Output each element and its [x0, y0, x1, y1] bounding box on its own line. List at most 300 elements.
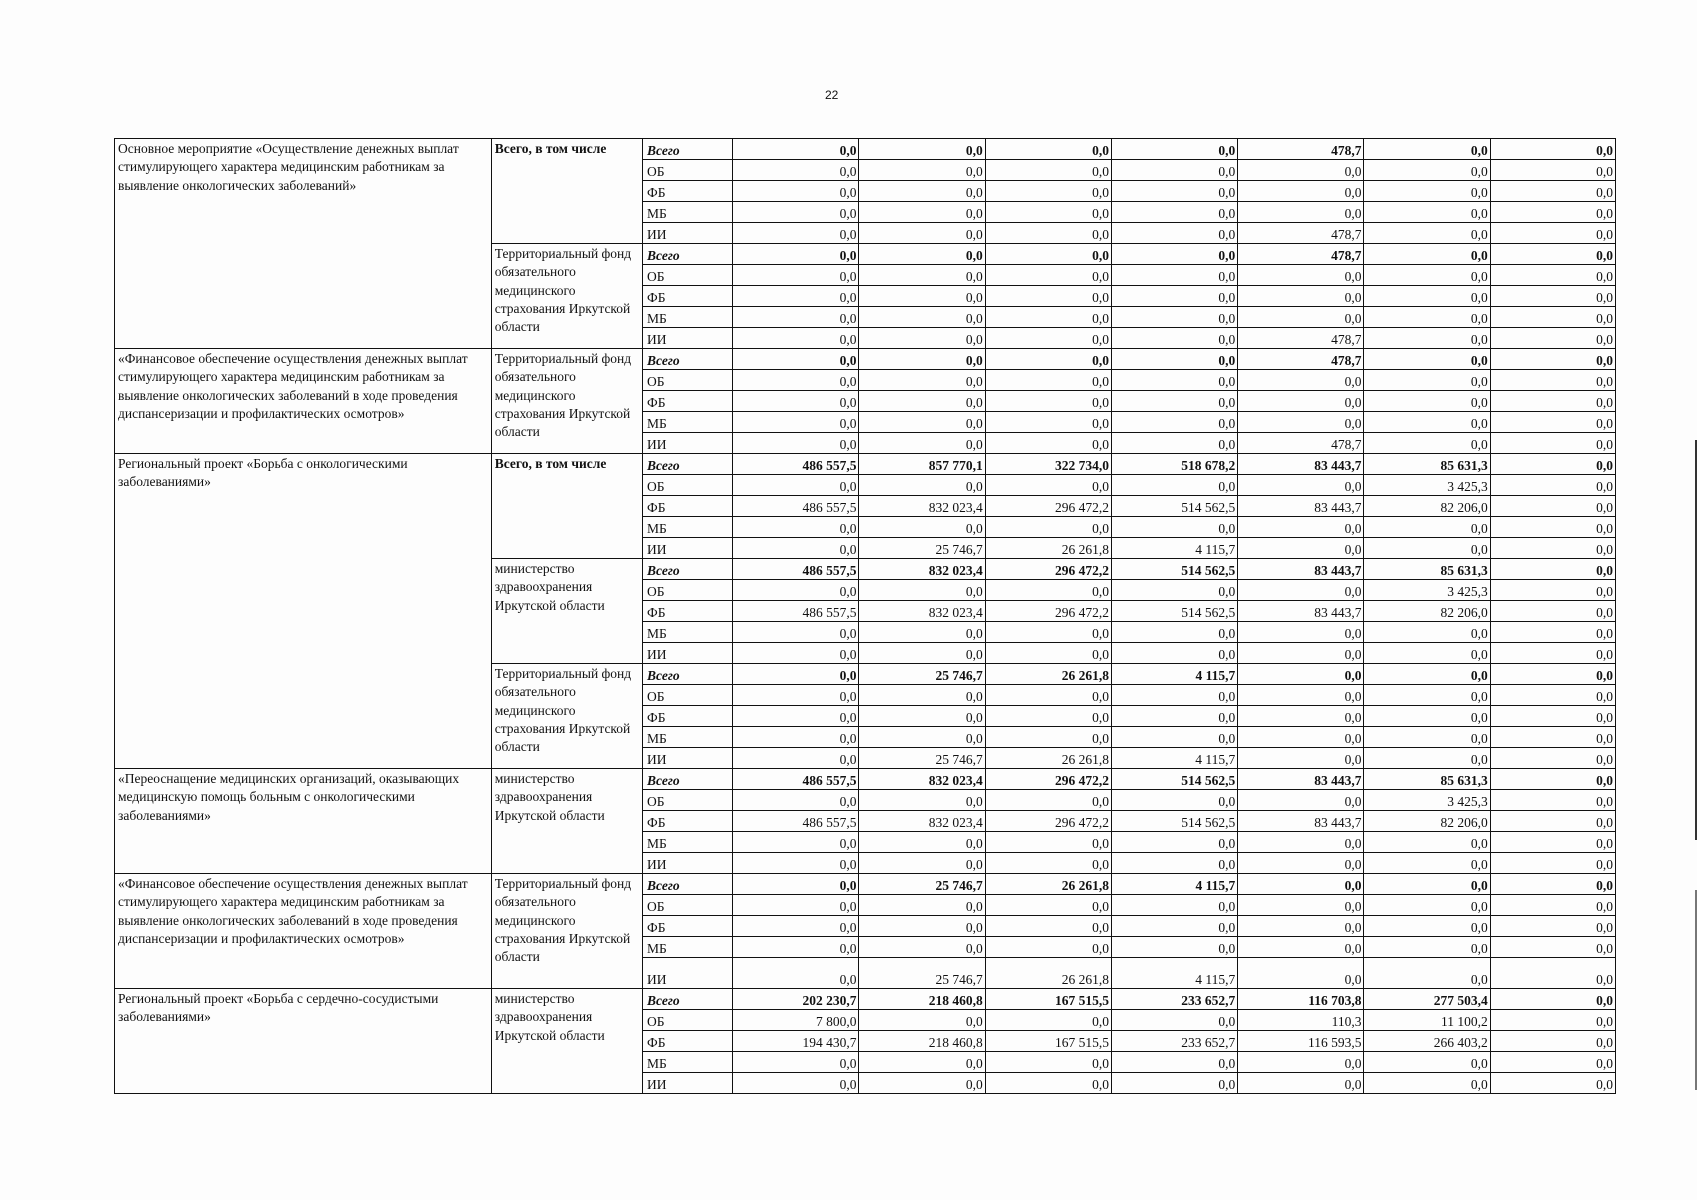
amount-cell: 0,0	[1238, 202, 1364, 223]
amount-cell: 0,0	[1238, 1052, 1364, 1073]
amount-cell: 0,0	[985, 433, 1111, 454]
amount-cell: 478,7	[1238, 328, 1364, 349]
amount-cell: 0,0	[733, 664, 859, 685]
amount-cell: 218 460,8	[859, 1031, 985, 1052]
amount-cell: 0,0	[859, 727, 985, 748]
amount-cell: 0,0	[985, 895, 1111, 916]
amount-cell: 0,0	[859, 1073, 985, 1094]
amount-cell: 0,0	[859, 937, 985, 958]
amount-cell: 85 631,3	[1364, 769, 1490, 790]
funding-source: ИИ	[643, 328, 733, 349]
amount-cell: 0,0	[1238, 307, 1364, 328]
amount-cell: 0,0	[733, 202, 859, 223]
amount-cell: 514 562,5	[1111, 601, 1237, 622]
amount-cell: 0,0	[985, 1073, 1111, 1094]
amount-cell: 0,0	[1111, 790, 1237, 811]
amount-cell: 486 557,5	[733, 496, 859, 517]
amount-cell: 296 472,2	[985, 559, 1111, 580]
amount-cell: 0,0	[1364, 706, 1490, 727]
activity-description: «Финансовое обеспечение осуществления денежных выплат стимулирующего характера медицинским работникам за выявление онкологических заболеваний в ходе проведения диспансеризации и профилактических осмотров»	[115, 874, 492, 989]
amount-cell: 4 115,7	[1111, 874, 1237, 895]
amount-cell: 0,0	[1490, 706, 1615, 727]
amount-cell: 0,0	[1490, 937, 1615, 958]
amount-cell: 0,0	[1364, 895, 1490, 916]
activity-description: Основное мероприятие «Осуществление денежных выплат стимулирующего характера медицинским работникам за выявление онкологических заболеваний»	[115, 139, 492, 349]
amount-cell: 0,0	[859, 370, 985, 391]
amount-cell: 0,0	[859, 790, 985, 811]
amount-cell: 0,0	[733, 391, 859, 412]
funding-source: ФБ	[643, 181, 733, 202]
amount-cell: 0,0	[1490, 1073, 1615, 1094]
amount-cell: 0,0	[733, 874, 859, 895]
page-number: 22	[825, 88, 839, 102]
amount-cell: 0,0	[1111, 391, 1237, 412]
amount-cell: 0,0	[1490, 517, 1615, 538]
amount-cell: 0,0	[733, 517, 859, 538]
amount-cell: 0,0	[1238, 391, 1364, 412]
funding-source: ФБ	[643, 811, 733, 832]
amount-cell: 0,0	[733, 328, 859, 349]
amount-cell: 514 562,5	[1111, 496, 1237, 517]
amount-cell: 0,0	[985, 685, 1111, 706]
funding-source: ОБ	[643, 790, 733, 811]
table-row	[115, 349, 1616, 370]
amount-cell: 0,0	[985, 853, 1111, 874]
amount-cell: 0,0	[1111, 685, 1237, 706]
funding-source: ИИ	[643, 223, 733, 244]
amount-cell: 3 425,3	[1364, 790, 1490, 811]
amount-cell: 0,0	[733, 832, 859, 853]
amount-cell: 116 703,8	[1238, 989, 1364, 1010]
amount-cell: 0,0	[859, 685, 985, 706]
amount-cell: 0,0	[1490, 286, 1615, 307]
amount-cell: 0,0	[733, 412, 859, 433]
amount-cell: 0,0	[1238, 517, 1364, 538]
amount-cell: 0,0	[1490, 874, 1615, 895]
amount-cell: 0,0	[1238, 706, 1364, 727]
amount-cell: 0,0	[859, 517, 985, 538]
amount-cell: 0,0	[1364, 265, 1490, 286]
amount-cell: 0,0	[733, 181, 859, 202]
funding-source: Всего	[643, 349, 733, 370]
funding-source: Всего	[643, 874, 733, 895]
amount-cell: 0,0	[1111, 1052, 1237, 1073]
amount-cell: 0,0	[1490, 622, 1615, 643]
amount-cell: 0,0	[985, 223, 1111, 244]
funding-source: Всего	[643, 664, 733, 685]
amount-cell: 0,0	[1238, 958, 1364, 989]
amount-cell: 0,0	[1490, 223, 1615, 244]
amount-cell: 0,0	[1490, 895, 1615, 916]
amount-cell: 0,0	[985, 1052, 1111, 1073]
amount-cell: 25 746,7	[859, 874, 985, 895]
amount-cell: 0,0	[733, 895, 859, 916]
funding-source: ИИ	[643, 958, 733, 989]
amount-cell: 0,0	[1111, 160, 1237, 181]
amount-cell: 0,0	[985, 349, 1111, 370]
amount-cell: 0,0	[1490, 643, 1615, 664]
amount-cell: 0,0	[1364, 853, 1490, 874]
amount-cell: 0,0	[1111, 580, 1237, 601]
funding-source: ОБ	[643, 370, 733, 391]
activity-description: «Переоснащение медицинских организаций, оказывающих медицинскую помощь больным с онкологическими заболеваниями»	[115, 769, 492, 874]
activity-description: «Финансовое обеспечение осуществления денежных выплат стимулирующего характера медицинским работникам за выявление онкологических заболеваний в ходе проведения диспансеризации и профилактических осмотров»	[115, 349, 492, 454]
amount-cell: 478,7	[1238, 139, 1364, 160]
amount-cell: 0,0	[1238, 580, 1364, 601]
funding-source: ОБ	[643, 580, 733, 601]
amount-cell: 0,0	[859, 853, 985, 874]
amount-cell: 277 503,4	[1364, 989, 1490, 1010]
amount-cell: 0,0	[1364, 223, 1490, 244]
amount-cell: 0,0	[1238, 475, 1364, 496]
amount-cell: 0,0	[733, 580, 859, 601]
amount-cell: 0,0	[1490, 454, 1615, 475]
amount-cell: 0,0	[733, 223, 859, 244]
amount-cell: 0,0	[733, 538, 859, 559]
amount-cell: 82 206,0	[1364, 601, 1490, 622]
amount-cell: 0,0	[1111, 643, 1237, 664]
funding-source: ИИ	[643, 433, 733, 454]
amount-cell: 0,0	[1364, 664, 1490, 685]
amount-cell: 0,0	[1490, 748, 1615, 769]
amount-cell: 233 652,7	[1111, 989, 1237, 1010]
amount-cell: 0,0	[1490, 1052, 1615, 1073]
amount-cell: 0,0	[1111, 307, 1237, 328]
amount-cell: 0,0	[1490, 853, 1615, 874]
amount-cell: 0,0	[859, 475, 985, 496]
activity-description: Региональный проект «Борьба с сердечно-сосудистыми заболеваниями»	[115, 989, 492, 1094]
amount-cell: 296 472,2	[985, 496, 1111, 517]
amount-cell: 0,0	[985, 286, 1111, 307]
amount-cell: 4 115,7	[1111, 958, 1237, 989]
amount-cell: 0,0	[1111, 433, 1237, 454]
amount-cell: 0,0	[1490, 989, 1615, 1010]
amount-cell: 0,0	[1238, 916, 1364, 937]
amount-cell: 0,0	[1490, 1010, 1615, 1031]
amount-cell: 0,0	[1111, 706, 1237, 727]
funding-source: МБ	[643, 727, 733, 748]
amount-cell: 0,0	[1238, 160, 1364, 181]
funding-source: ИИ	[643, 853, 733, 874]
amount-cell: 0,0	[733, 307, 859, 328]
amount-cell: 0,0	[733, 748, 859, 769]
amount-cell: 0,0	[985, 370, 1111, 391]
funding-source: Всего	[643, 769, 733, 790]
amount-cell: 0,0	[733, 1073, 859, 1094]
amount-cell: 0,0	[733, 244, 859, 265]
amount-cell: 0,0	[985, 181, 1111, 202]
amount-cell: 0,0	[985, 916, 1111, 937]
amount-cell: 0,0	[859, 916, 985, 937]
amount-cell: 0,0	[1364, 391, 1490, 412]
amount-cell: 26 261,8	[985, 748, 1111, 769]
amount-cell: 0,0	[1111, 328, 1237, 349]
amount-cell: 0,0	[1364, 958, 1490, 989]
amount-cell: 0,0	[1111, 1073, 1237, 1094]
amount-cell: 0,0	[1111, 265, 1237, 286]
amount-cell: 0,0	[1490, 958, 1615, 989]
executor-name: Территориальный фонд обязательного медицинского страхования Иркутской области	[491, 874, 642, 989]
amount-cell: 0,0	[1111, 895, 1237, 916]
amount-cell: 0,0	[733, 958, 859, 989]
funding-source: ФБ	[643, 916, 733, 937]
amount-cell: 0,0	[985, 202, 1111, 223]
amount-cell: 83 443,7	[1238, 811, 1364, 832]
amount-cell: 0,0	[1490, 538, 1615, 559]
amount-cell: 0,0	[859, 1052, 985, 1073]
amount-cell: 514 562,5	[1111, 559, 1237, 580]
amount-cell: 0,0	[859, 307, 985, 328]
amount-cell: 0,0	[1364, 181, 1490, 202]
amount-cell: 0,0	[733, 916, 859, 937]
amount-cell: 0,0	[1238, 685, 1364, 706]
funding-source: ОБ	[643, 160, 733, 181]
amount-cell: 0,0	[985, 244, 1111, 265]
amount-cell: 82 206,0	[1364, 496, 1490, 517]
amount-cell: 0,0	[859, 391, 985, 412]
amount-cell: 478,7	[1238, 349, 1364, 370]
executor-name: Территориальный фонд обязательного медицинского страхования Иркутской области	[491, 244, 642, 349]
amount-cell: 0,0	[733, 685, 859, 706]
amount-cell: 0,0	[859, 265, 985, 286]
amount-cell: 0,0	[1364, 685, 1490, 706]
amount-cell: 0,0	[1490, 433, 1615, 454]
amount-cell: 0,0	[985, 517, 1111, 538]
amount-cell: 0,0	[985, 580, 1111, 601]
amount-cell: 0,0	[733, 265, 859, 286]
funding-source: МБ	[643, 1052, 733, 1073]
amount-cell: 25 746,7	[859, 664, 985, 685]
amount-cell: 25 746,7	[859, 748, 985, 769]
amount-cell: 0,0	[1490, 244, 1615, 265]
amount-cell: 0,0	[1364, 244, 1490, 265]
amount-cell: 0,0	[1111, 622, 1237, 643]
table-row	[115, 769, 1616, 790]
amount-cell: 85 631,3	[1364, 454, 1490, 475]
funding-source: ОБ	[643, 685, 733, 706]
amount-cell: 0,0	[1364, 727, 1490, 748]
amount-cell: 0,0	[733, 475, 859, 496]
funding-source: ОБ	[643, 265, 733, 286]
amount-cell: 322 734,0	[985, 454, 1111, 475]
funding-source: Всего	[643, 244, 733, 265]
amount-cell: 832 023,4	[859, 601, 985, 622]
amount-cell: 0,0	[859, 349, 985, 370]
amount-cell: 0,0	[859, 223, 985, 244]
funding-source: Всего	[643, 454, 733, 475]
amount-cell: 0,0	[1364, 832, 1490, 853]
funding-source: МБ	[643, 622, 733, 643]
amount-cell: 233 652,7	[1111, 1031, 1237, 1052]
amount-cell: 0,0	[985, 139, 1111, 160]
amount-cell: 0,0	[859, 328, 985, 349]
amount-cell: 83 443,7	[1238, 454, 1364, 475]
amount-cell: 0,0	[733, 937, 859, 958]
amount-cell: 218 460,8	[859, 989, 985, 1010]
amount-cell: 0,0	[1111, 517, 1237, 538]
amount-cell: 0,0	[1238, 790, 1364, 811]
amount-cell: 832 023,4	[859, 559, 985, 580]
amount-cell: 0,0	[1364, 202, 1490, 223]
amount-cell: 0,0	[733, 370, 859, 391]
amount-cell: 0,0	[1238, 181, 1364, 202]
amount-cell: 0,0	[859, 433, 985, 454]
amount-cell: 0,0	[859, 832, 985, 853]
funding-source: МБ	[643, 937, 733, 958]
funding-source: Всего	[643, 989, 733, 1010]
amount-cell: 0,0	[1111, 727, 1237, 748]
amount-cell: 0,0	[1490, 769, 1615, 790]
amount-cell: 832 023,4	[859, 496, 985, 517]
amount-cell: 0,0	[859, 622, 985, 643]
executor-name: Всего, в том числе	[491, 454, 642, 559]
amount-cell: 0,0	[733, 349, 859, 370]
table-row	[115, 989, 1616, 1010]
amount-cell: 0,0	[1490, 391, 1615, 412]
amount-cell: 0,0	[1238, 874, 1364, 895]
amount-cell: 514 562,5	[1111, 769, 1237, 790]
amount-cell: 0,0	[1364, 160, 1490, 181]
amount-cell: 0,0	[1364, 412, 1490, 433]
executor-name: Всего, в том числе	[491, 139, 642, 244]
funding-source: ФБ	[643, 391, 733, 412]
amount-cell: 0,0	[859, 244, 985, 265]
amount-cell: 0,0	[1364, 538, 1490, 559]
amount-cell: 0,0	[859, 139, 985, 160]
funding-source: ИИ	[643, 1073, 733, 1094]
amount-cell: 478,7	[1238, 244, 1364, 265]
amount-cell: 26 261,8	[985, 874, 1111, 895]
amount-cell: 0,0	[985, 412, 1111, 433]
amount-cell: 0,0	[985, 622, 1111, 643]
amount-cell: 0,0	[859, 1010, 985, 1031]
amount-cell: 0,0	[1490, 496, 1615, 517]
amount-cell: 0,0	[733, 139, 859, 160]
amount-cell: 857 770,1	[859, 454, 985, 475]
table-row	[115, 454, 1616, 475]
amount-cell: 0,0	[1490, 202, 1615, 223]
amount-cell: 0,0	[1364, 517, 1490, 538]
budget-table	[114, 138, 1616, 1094]
amount-cell: 202 230,7	[733, 989, 859, 1010]
amount-cell: 26 261,8	[985, 664, 1111, 685]
amount-cell: 0,0	[859, 160, 985, 181]
amount-cell: 478,7	[1238, 223, 1364, 244]
amount-cell: 518 678,2	[1111, 454, 1237, 475]
amount-cell: 83 443,7	[1238, 559, 1364, 580]
amount-cell: 0,0	[1111, 349, 1237, 370]
amount-cell: 0,0	[1238, 286, 1364, 307]
amount-cell: 0,0	[1238, 664, 1364, 685]
amount-cell: 0,0	[859, 706, 985, 727]
funding-source: МБ	[643, 307, 733, 328]
amount-cell: 832 023,4	[859, 769, 985, 790]
amount-cell: 486 557,5	[733, 454, 859, 475]
amount-cell: 0,0	[1111, 244, 1237, 265]
funding-source: Всего	[643, 139, 733, 160]
amount-cell: 0,0	[1111, 916, 1237, 937]
amount-cell: 4 115,7	[1111, 538, 1237, 559]
amount-cell: 0,0	[1490, 559, 1615, 580]
funding-source: МБ	[643, 202, 733, 223]
amount-cell: 0,0	[733, 433, 859, 454]
amount-cell: 0,0	[1111, 832, 1237, 853]
amount-cell: 0,0	[985, 706, 1111, 727]
amount-cell: 0,0	[1490, 832, 1615, 853]
amount-cell: 0,0	[859, 181, 985, 202]
amount-cell: 0,0	[985, 832, 1111, 853]
amount-cell: 0,0	[1238, 937, 1364, 958]
amount-cell: 0,0	[1490, 727, 1615, 748]
amount-cell: 0,0	[985, 160, 1111, 181]
amount-cell: 0,0	[1490, 811, 1615, 832]
amount-cell: 0,0	[733, 286, 859, 307]
funding-source: Всего	[643, 559, 733, 580]
amount-cell: 3 425,3	[1364, 475, 1490, 496]
amount-cell: 0,0	[1490, 685, 1615, 706]
amount-cell: 0,0	[1364, 307, 1490, 328]
funding-source: ИИ	[643, 643, 733, 664]
amount-cell: 0,0	[1364, 370, 1490, 391]
amount-cell: 0,0	[859, 202, 985, 223]
funding-source: ИИ	[643, 538, 733, 559]
amount-cell: 0,0	[1490, 181, 1615, 202]
amount-cell: 0,0	[733, 706, 859, 727]
amount-cell: 478,7	[1238, 433, 1364, 454]
amount-cell: 0,0	[1238, 853, 1364, 874]
amount-cell: 0,0	[1364, 328, 1490, 349]
amount-cell: 4 115,7	[1111, 664, 1237, 685]
amount-cell: 0,0	[1238, 832, 1364, 853]
amount-cell: 0,0	[985, 391, 1111, 412]
amount-cell: 0,0	[733, 643, 859, 664]
amount-cell: 296 472,2	[985, 811, 1111, 832]
funding-source: ФБ	[643, 496, 733, 517]
executor-name: Территориальный фонд обязательного медицинского страхования Иркутской области	[491, 664, 642, 769]
amount-cell: 0,0	[1111, 1010, 1237, 1031]
amount-cell: 0,0	[1490, 349, 1615, 370]
amount-cell: 0,0	[985, 265, 1111, 286]
amount-cell: 0,0	[1364, 349, 1490, 370]
funding-source: ФБ	[643, 601, 733, 622]
amount-cell: 0,0	[1111, 475, 1237, 496]
amount-cell: 0,0	[1238, 622, 1364, 643]
amount-cell: 0,0	[1364, 1052, 1490, 1073]
amount-cell: 296 472,2	[985, 769, 1111, 790]
amount-cell: 266 403,2	[1364, 1031, 1490, 1052]
amount-cell: 0,0	[1364, 643, 1490, 664]
amount-cell: 0,0	[1238, 895, 1364, 916]
amount-cell: 194 430,7	[733, 1031, 859, 1052]
amount-cell: 0,0	[1238, 370, 1364, 391]
amount-cell: 0,0	[1364, 622, 1490, 643]
amount-cell: 0,0	[733, 853, 859, 874]
funding-source: ОБ	[643, 475, 733, 496]
amount-cell: 0,0	[1490, 601, 1615, 622]
amount-cell: 0,0	[1364, 937, 1490, 958]
executor-name: Территориальный фонд обязательного медицинского страхования Иркутской области	[491, 349, 642, 454]
funding-source: ОБ	[643, 1010, 733, 1031]
amount-cell: 0,0	[1490, 412, 1615, 433]
amount-cell: 0,0	[1490, 265, 1615, 286]
amount-cell: 0,0	[985, 1010, 1111, 1031]
amount-cell: 83 443,7	[1238, 496, 1364, 517]
amount-cell: 0,0	[1364, 433, 1490, 454]
amount-cell: 0,0	[1111, 370, 1237, 391]
amount-cell: 83 443,7	[1238, 601, 1364, 622]
funding-source: МБ	[643, 517, 733, 538]
amount-cell: 0,0	[859, 286, 985, 307]
